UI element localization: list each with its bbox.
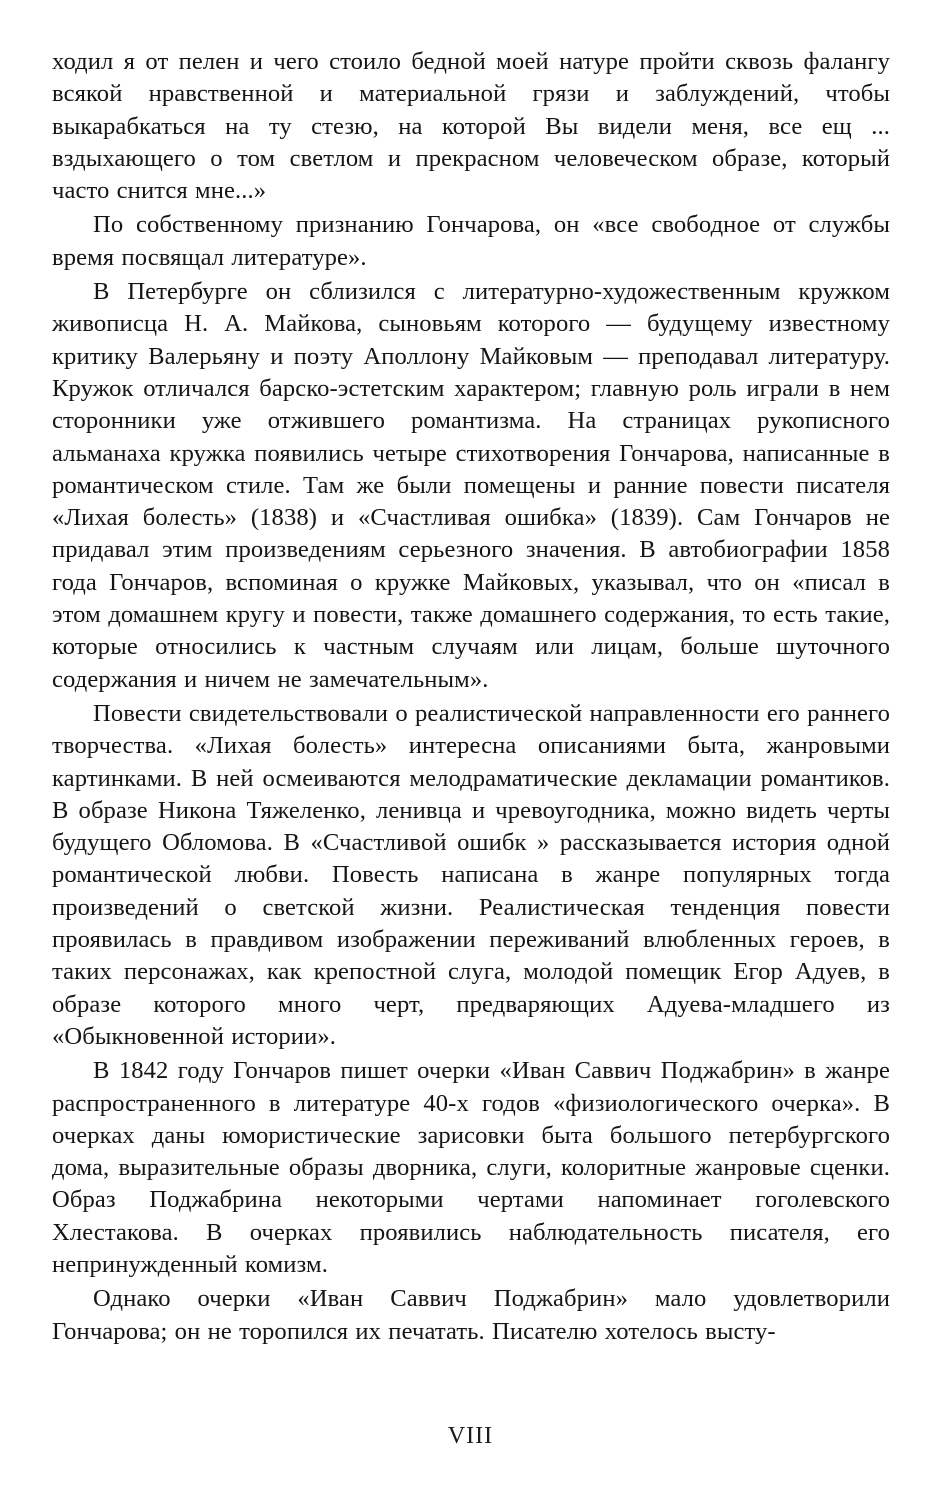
page-number: VIII xyxy=(447,1423,494,1449)
paragraph-maykov-circle: В Петербурге он сблизился с литературно-художественным кружком живописца Н. А. Майкова, сыновьям которого — будущему известному критику Валерьяну и поэту Аполлону Майковым — преподавал литературу. Кружок отличался барско-эстетским характером; главную роль играли в нем сторонники уже отжившего романтизма. На страницах рукописного альманаха кружка появились четыре стихотворения Гончарова, написанные в романтическом стиле. Там же были помещены и ранние повести писателя «Лихая болесть» (1838) и «Счастливая ошибка» (1839). Сам Гончаров не придавал этим произведениям серьезного значения. В автобиографии 1858 года Гончаров, вспоминая о кружке Майковых, указывал, что он «писал в этом домашнем кругу и повести, также домашнего содержания, то есть такие, которые относились к частным случаям или лицам, больше шуточного содержания и ничем не замечательным». xyxy=(52,278,890,693)
paragraph-early-novellas: Повести свидетельствовали о реалистической направленности его раннего творчества. «Лихая болесть» интересна описаниями быта, жанровыми картинками. В ней осмеиваются мелодраматические декламации романтиков. В образе Никона Тяжеленко, ленивца и чревоугодника, можно видеть черты будущего Обломова. В «Счастливой ошибк » рассказывается история одной романтической любви. Повесть написана в жанре популярных тогда произведений о светской жизни. Реалистическая тенденция повести проявилась в правдивом изображении переживаний влюбленных героев, в таких персонажах, как крепостной слуга, молодой помещик Егор Адуев, в образе которого много черт, предваряющих Адуева-младшего из «Обыкновенной истории». xyxy=(52,699,890,1050)
paragraph-podzhabrin-sketches: В 1842 году Гончаров пишет очерки «Иван Саввич Поджабрин» в жанре распространенного в литературе 40-х годов «физиологического очерка». В очерках даны юмористические зарисовки быта большого петербургского дома, выразительные образы дворника, слуги, колоритные жанровые сценки. Образ Поджабрина некоторыми чертами напоминает гоголевского Хлестакова. В очерках проявились наблюдательность писателя, его непринужденный комизм. xyxy=(52,1057,890,1278)
page-body xyxy=(52,46,890,1348)
paragraph-letter-continuation: ходил я от пелен и чего стоило бедной моей натуре пройти сквозь фалангу всякой нравственной и материальной грязи и заблуждений, чтобы выкарабкаться на ту стезю, на которой Вы видели меня, все ещ ... вздыхающего о том светлом и прекрасном человеческом образе, который часто снится мне...» xyxy=(52,48,890,205)
paragraph-service-and-literature: По собственному признанию Гончарова, он «все свободное от службы время посвящал литературе». xyxy=(52,211,890,271)
paragraph-continuation: Однако очерки «Иван Саввич Поджабрин» мало удовлетворили Гончарова; он не торопился их печатать. Писателю хотелось высту- xyxy=(52,1285,890,1345)
